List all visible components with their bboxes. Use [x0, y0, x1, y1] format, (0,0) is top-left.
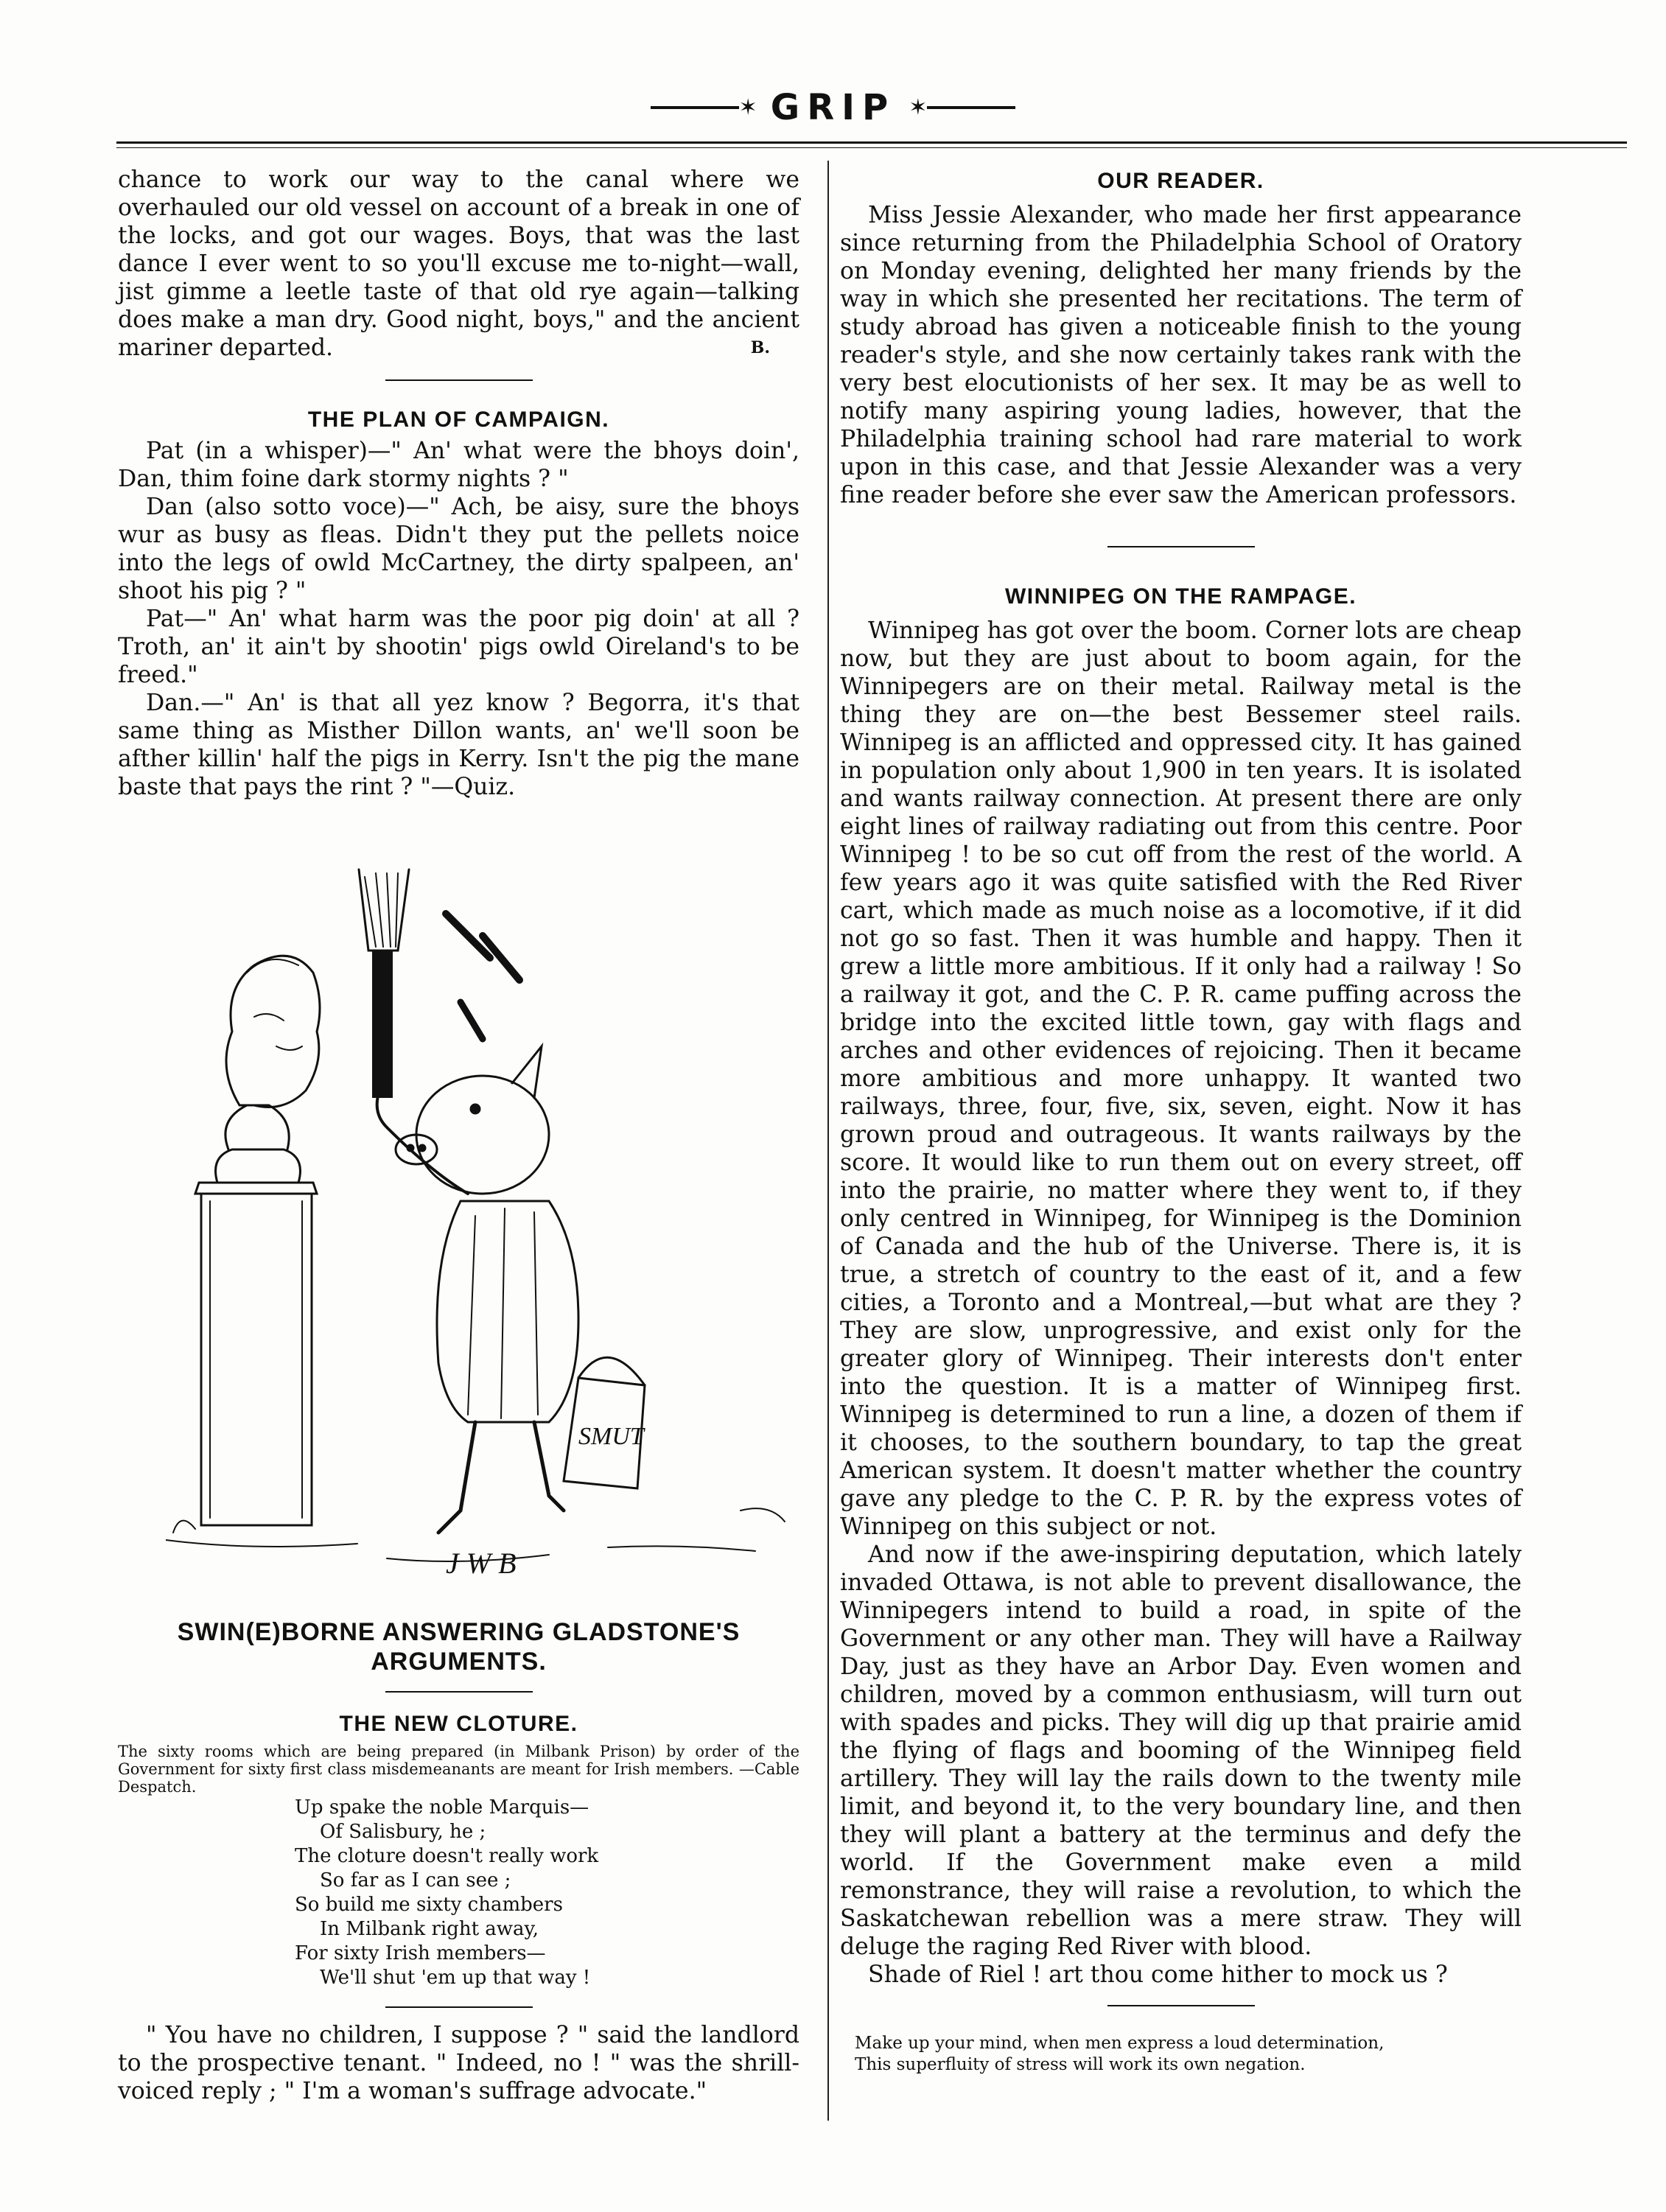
verse-line: Of Salisbury, he ; [320, 1821, 486, 1843]
verse-line: The cloture doesn't really work [295, 1845, 599, 1867]
left-column [118, 166, 799, 801]
cartoon-caption [118, 1617, 799, 1676]
story-signature: B. [750, 338, 770, 357]
mariner-story-text: chance to work our way to the canal where we overhauled our old vessel on account of a break in one of the locks, and got our wages. Boys, that was the last dance I ever went to so you'll excuse me to-night—wall, jist gimme a leetle taste of that old rye again—talking does make a man dry. Good night, boys," and the ancient mariner departed. [118, 167, 799, 361]
section-divider [385, 1691, 533, 1693]
caption-line-2: ARGUMENTS. [371, 1648, 547, 1676]
pig-head [416, 1076, 549, 1194]
header-rule [116, 141, 1627, 144]
plan-dialogue-4: Dan.—" An' is that all yez know ? Begorra, it's that same thing as Misther Dillon wants, an' we'll soon be afther killin' half the pigs in Kerry. Isn't the pig the mane baste that pays the rint ? "—Quiz. [118, 690, 799, 800]
plan-dialogue-3: Pat—" An' what harm was the poor pig doin' at all ? Troth, an' it ain't by shootin' pigs owld Oireland's to be freed." [118, 606, 799, 688]
plan-dialogue-2: Dan (also sotto voce)—" Ach, be aisy, sure the bhoys wur as busy as fleas. Didn't they put the pellets noice into the legs of owld McCartney, the dirty spalpeen, an' shoot his pig ? " [118, 494, 799, 604]
our-reader-text: Miss Jessie Alexander, who made her first appearance since returning from the Philadelphia School of Oratory on Monday evening, delighted her many friends by the way in which she presented her recitations. The term of study abroad has given a noticeable finish to the young reader's style, and she now certainly takes rank with the very best elocutionists of her sex. It may be as well to notify many aspiring young ladies, however, that the Philadelphia training school had rare material to work upon in this case, and that Jessie Alexander was a very fine reader before she ever saw the American professors. [840, 202, 1522, 508]
verse-line: Up spake the noble Marquis— [295, 1796, 589, 1819]
plan-of-campaign-title: THE PLAN OF CAMPAIGN. [307, 407, 610, 432]
masthead-rule-left [651, 106, 739, 109]
cloture-verse [295, 1796, 799, 1990]
section-divider [1107, 2005, 1255, 2006]
column-divider [827, 161, 829, 2121]
section-divider [1107, 546, 1255, 547]
footnote-line-2: This superfluity of stress will work its own negation. [855, 2055, 1306, 2074]
mariner-story-ending [118, 166, 799, 362]
tar-brush-handle [372, 951, 393, 1098]
verse-line: In Milbank right away, [320, 1918, 539, 1940]
winnipeg-para-1: Winnipeg has got over the boom. Corner lots are cheap now, but they are just about to boom again, for the Winnipegers are on their metal. Railway metal is the thing they are on—the best Bessemer steel rails. Winnipeg is an afflicted and oppressed city. It has gained in population only about 1,900 in ten years. It is isolated and wants railway connection. At present there are only eight lines of railway radiating out from this centre. Poor Winnipeg ! to be so cut off from the rest of the world. A few years ago it was quite satisfied with the Red River cart, which made as much noise as a locomotive, if it did not go so fast. Then it was humble and happy. Then it grew a little more ambitious. If it only had a railway ! So a railway it got, and the C. P. R. came puffing across the bridge into the excited little town, gay with flags and arches and other evidences of rejoicing. Then it became more ambitious and more unhappy. It wanted two railways, three, four, five, six, seven, eight. Now it has grown proud and outrageous. It wants railways by the score. It would like to run them out on every street, off into the prairie, no matter where they went to, if they only centred in Winnipeg, for Winnipeg is the Dominion of Canada and the hub of the Universe. There is, it is true, a stretch of country to the east of it, and a few cities, a Toronto and a Montreal,—but what are they ? They are slow, unprogressive, and exist only for the greater glory of Winnipeg. Their interests don't enter into the question. It is a matter of Winnipeg first. Winnipeg is determined to run a line, a dozen of them if it chooses, to the southern boundary, to tap the great American system. It doesn't matter whether the country gave any pledge to the C. P. R. by the express votes of Winnipeg on this subject or not. [840, 617, 1522, 1540]
right-column [840, 166, 1522, 2076]
verse-line: So build me sixty chambers [295, 1894, 563, 1916]
verse-line: So far as I can see ; [320, 1869, 511, 1891]
plan-dialogue-1: Pat (in a whisper)—" An' what were the bhoys doin', Dan, thim foine dark stormy nights ? " [118, 438, 799, 492]
landlord-anecdote: " You have no children, I suppose ? " said the landlord to the prospective tenant. " Indeed, no ! " was the shrill-voiced reply ; " I'm a woman's suffrage advocate." [118, 2022, 799, 2104]
gladstone-bust [226, 956, 320, 1107]
masthead-title: GRIP [770, 87, 896, 128]
bucket-label: SMUT [578, 1423, 644, 1450]
footnote-line-1: Make up your mind, when men express a loud determination, [855, 2034, 1385, 2053]
masthead-rule-right [927, 106, 1015, 109]
winnipeg-para-2: And now if the awe-inspiring deputation, which lately invaded Ottawa, is not able to prevent disallowance, the Winnipegers intend to build a road, in spite of the Government or any other man. They will have a Railway Day, just as they have an Arbor Day. Even women and children, moved by a common enthusiasm, will turn out with spades and picks. They will dig up that prairie amid the flying of flags and booming of the Winnipeg field artillery. They will lay the rails down to the twenty mile limit, and beyond it, to the very boundary line, and then they will plant a battery at the terminus and defy the world. If the Government make even a mild remonstrance, they will raise a revolution, to which the Saskatchewan rebellion was a mere straw. They will deluge the raging Red River with blood. [840, 1541, 1522, 1960]
verse-line: We'll shut 'em up that way ! [320, 1967, 591, 1989]
left-column-lower [118, 1617, 799, 2105]
winnipeg-title: WINNIPEG ON THE RAMPAGE. [1004, 584, 1357, 609]
pedestal-column [201, 1194, 312, 1525]
pig-figure-body [437, 1201, 578, 1422]
swineborne-cartoon-illustration [166, 847, 799, 1606]
verse-line: For sixty Irish members— [295, 1942, 546, 1964]
winnipeg-para-3: Shade of Riel ! art thou come hither to mock us ? [868, 1961, 1448, 1988]
section-divider [385, 2006, 533, 2008]
star-ornament-icon: ✶ [909, 94, 928, 121]
section-divider [385, 379, 533, 381]
cloture-epigraph: The sixty rooms which are being prepared (in Milbank Prison) by order of the Government for sixty first class misdemeanants are meant for Irish members. —Cable Despatch. [118, 1743, 799, 1796]
masthead [0, 87, 1666, 128]
our-reader-title: OUR READER. [1097, 169, 1264, 193]
header-rule-thin [116, 147, 1627, 148]
caption-line-1: SWIN(E)BORNE ANSWERING GLADSTONE'S [177, 1618, 741, 1646]
epigram-footnote [855, 2033, 1522, 2076]
artist-signature: J W B [446, 1547, 517, 1580]
new-cloture-title: THE NEW CLOTURE. [339, 1712, 578, 1736]
star-ornament-icon: ✶ [738, 94, 757, 121]
